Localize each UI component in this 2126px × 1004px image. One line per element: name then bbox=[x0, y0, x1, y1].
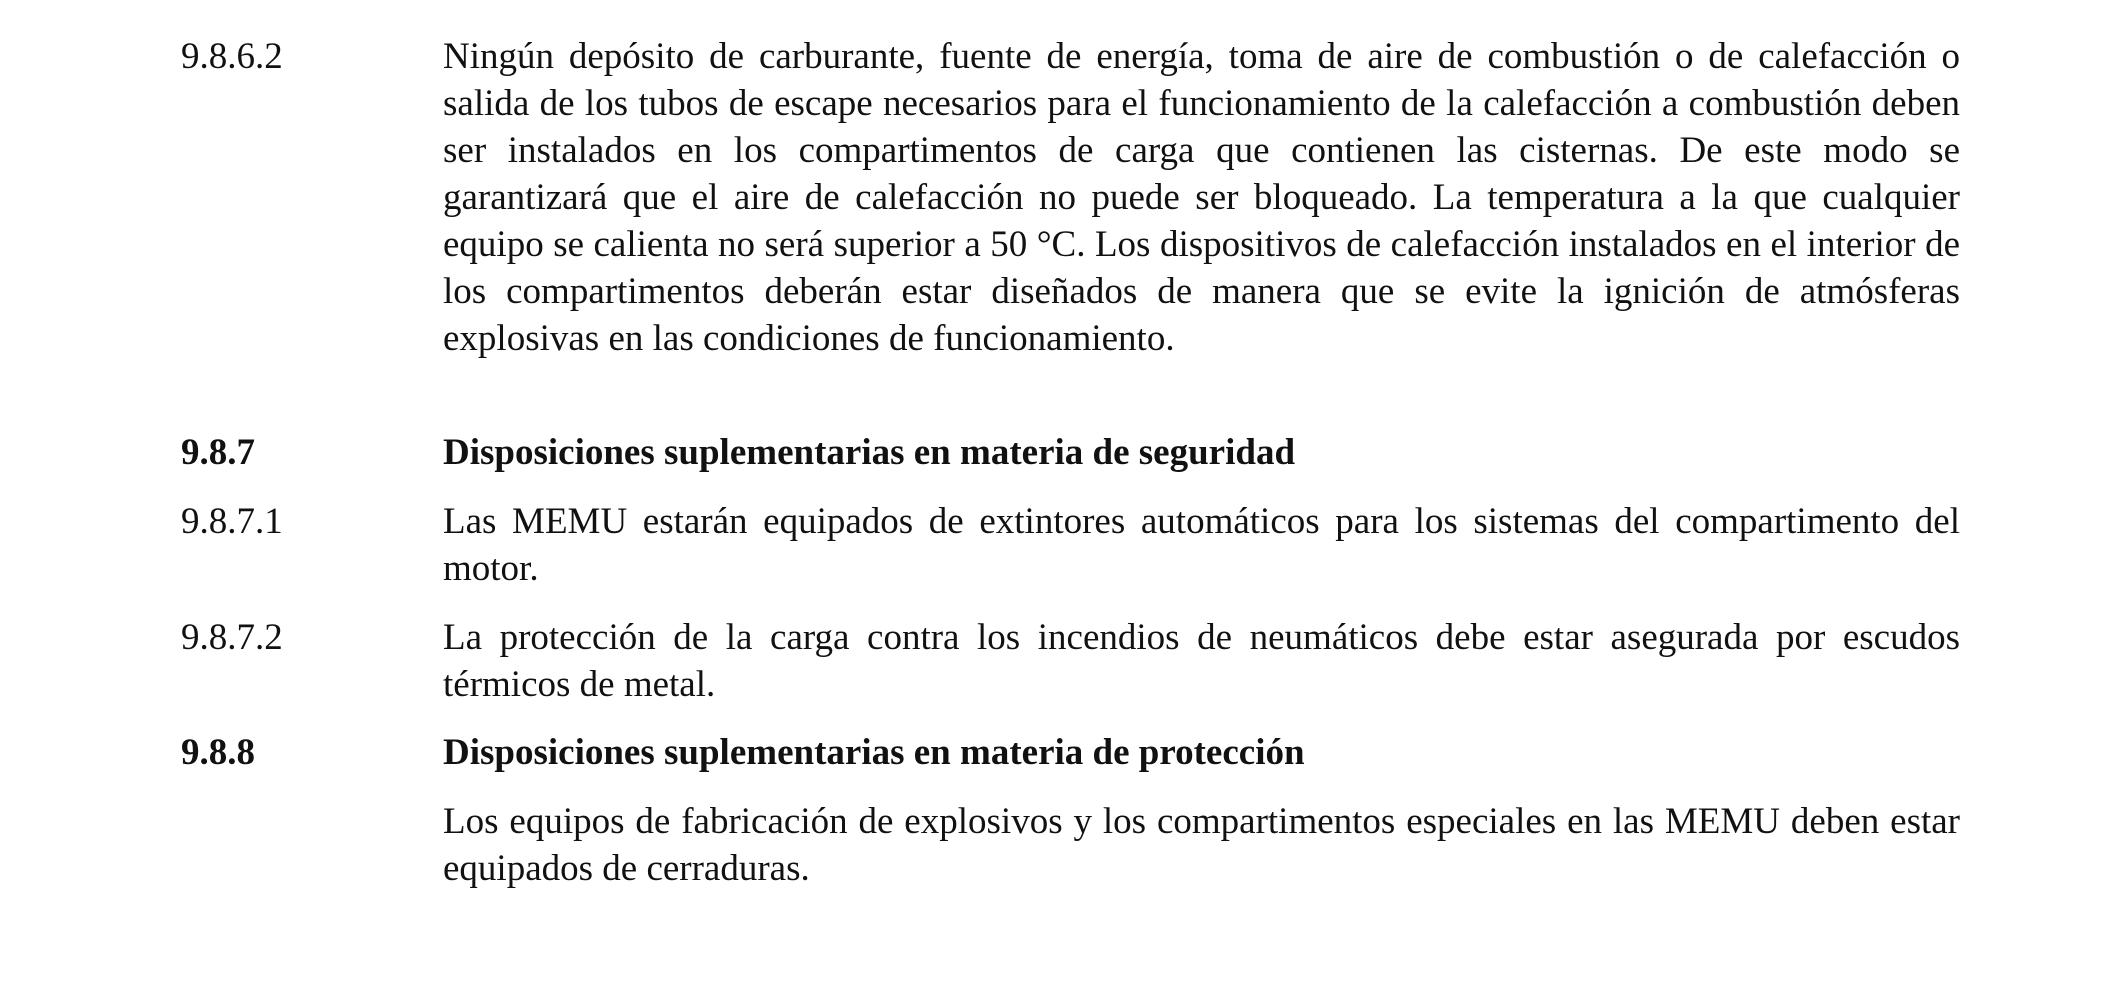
heading-title: Disposiciones suplementarias en materia de protección bbox=[443, 732, 1305, 773]
heading-number: 9.8.8 bbox=[181, 732, 255, 773]
heading-number: 9.8.7 bbox=[181, 432, 255, 473]
paragraph-text: Ningún depósito de carburante, fuente de energía, toma de aire de combustión o de calefacción o salida de los tubos de escape necesarios para el funcionamiento de la calefacción a combustión deben ser instalados en los compartimentos de carga que contienen las cisternas. De este modo se garantizará que el aire de calefacción no puede ser bloqueado. La temperatura a la que cualquier equipo se calienta no será superior a 50 °C. Los dispositivos de calefacción instalados en el interior de los compartimentos deberán estar diseñados de manera que se evite la ignición de atmósferas explosivas en las condiciones de funcionamiento. bbox=[443, 36, 1960, 359]
paragraph-number: 9.8.7.2 bbox=[181, 617, 283, 658]
paragraph-number: 9.8.7.1 bbox=[181, 501, 283, 542]
paragraph-text: Los equipos de fabricación de explosivos y los compartimentos especiales en las MEMU deben estar equipados de cerraduras. bbox=[443, 801, 1960, 889]
paragraph-text: La protección de la carga contra los incendios de neumáticos debe estar asegurada por escudos térmicos de metal. bbox=[443, 617, 1960, 705]
paragraph-text: Las MEMU estarán equipados de extintores automáticos para los sistemas del compartimento del motor. bbox=[443, 501, 1960, 589]
paragraph-number: 9.8.6.2 bbox=[181, 36, 283, 77]
heading-title: Disposiciones suplementarias en materia de seguridad bbox=[443, 432, 1296, 473]
